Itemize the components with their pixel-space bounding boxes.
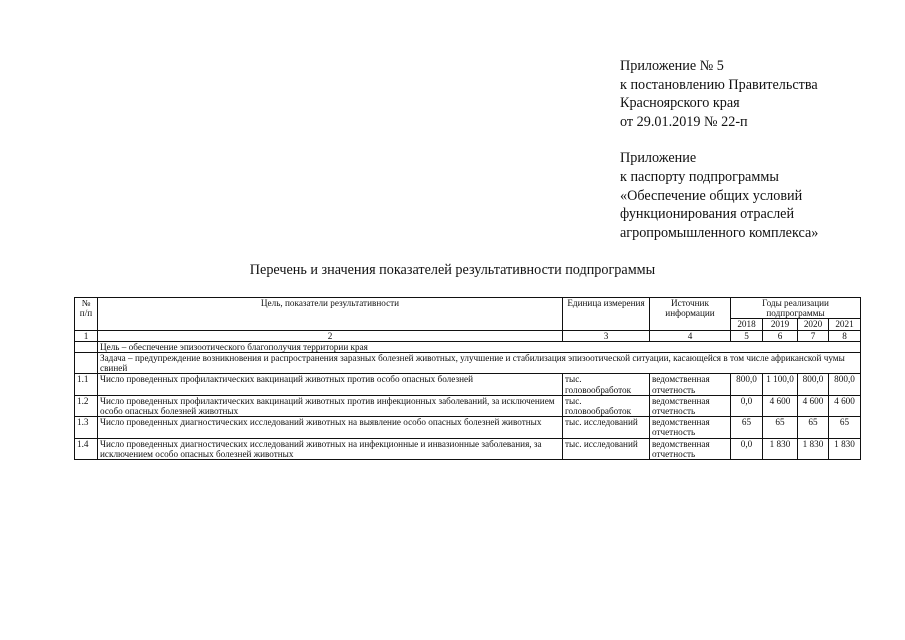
row-value-2021: 1 830 (829, 438, 861, 459)
appendix-line: Приложение (620, 150, 697, 167)
column-number: 4 (650, 330, 731, 341)
goal-row (75, 341, 861, 352)
header-row (75, 298, 861, 319)
row-value-2019: 1 830 (763, 438, 798, 459)
row-value-2018: 0,0 (731, 395, 763, 416)
appendix-line: «Обеспечение общих условий (620, 187, 803, 204)
appendix-line: агропромышленного комплекса» (620, 224, 819, 241)
goal-text: Цель – обеспечение эпизоотического благополучия территории края (98, 341, 861, 352)
appendix-line: Приложение № 5 (620, 58, 724, 74)
row-source: ведомственная отчетность (650, 417, 731, 438)
table-row (75, 417, 861, 438)
column-number: 5 (731, 330, 763, 341)
row-num: 1.4 (75, 438, 98, 459)
row-source: ведомственная отчетность (650, 374, 731, 395)
row-value-2020: 65 (798, 417, 829, 438)
row-unit: тыс. головообработок (563, 395, 650, 416)
row-value-2021: 65 (829, 417, 861, 438)
indicators-table (74, 297, 861, 460)
row-value-2019: 4 600 (763, 395, 798, 416)
row-value-2019: 1 100,0 (763, 374, 798, 395)
header-source: Источник информации (650, 298, 731, 331)
row-num: 1.2 (75, 395, 98, 416)
row-unit: тыс. исследований (563, 438, 650, 459)
header-year: 2020 (798, 319, 829, 330)
row-value-2020: 1 830 (798, 438, 829, 459)
appendix-line: функционирования отраслей (620, 206, 795, 223)
row-name: Число проведенных диагностических исследований животных на инфекционные и инвазионные заболевания, за исключением особо опасных болезней животных (98, 438, 563, 459)
row-value-2020: 800,0 (798, 374, 829, 395)
appendix-line: к паспорту подпрограммы (620, 168, 779, 185)
column-number: 2 (98, 330, 563, 341)
row-value-2018: 800,0 (731, 374, 763, 395)
appendix-line: к постановлению Правительства (620, 76, 818, 93)
task-text: Задача – предупреждение возникновения и распространения заразных болезней животных, улучшение и стабилизация эпизоотической ситуации, касающейся в том числе африканской чумы свиней (98, 353, 861, 374)
row-num: 1.3 (75, 417, 98, 438)
appendix-line: Красноярского края (620, 95, 740, 112)
row-unit: тыс. исследований (563, 417, 650, 438)
appendix-block (620, 57, 890, 242)
row-num: 1.1 (75, 374, 98, 395)
row-value-2021: 800,0 (829, 374, 861, 395)
row-name: Число проведенных профилактических вакцинаций животных против особо опасных болезней (98, 374, 563, 395)
row-value-2018: 0,0 (731, 438, 763, 459)
header-year: 2018 (731, 319, 763, 330)
row-value-2018: 65 (731, 417, 763, 438)
task-row (75, 353, 861, 374)
column-number: 7 (798, 330, 829, 341)
header-years-group: Годы реализации подпрограммы (731, 298, 861, 319)
header-year: 2019 (763, 319, 798, 330)
row-source: ведомственная отчетность (650, 438, 731, 459)
row-name: Число проведенных диагностических исследований животных на выявление особо опасных болезней животных (98, 417, 563, 438)
table-row (75, 395, 861, 416)
row-value-2020: 4 600 (798, 395, 829, 416)
row-value-2019: 65 (763, 417, 798, 438)
header-num: № п/п (75, 298, 98, 331)
header-year: 2021 (829, 319, 861, 330)
row-name: Число проведенных профилактических вакцинаций животных против инфекционных заболеваний, за исключением особо опасных болезней животных (98, 395, 563, 416)
row-unit: тыс. головообработок (563, 374, 650, 395)
document-title: Перечень и значения показателей результативности подпрограммы (249, 262, 656, 278)
row-value-2021: 4 600 (829, 395, 861, 416)
header-goal: Цель, показатели результативности (98, 298, 563, 331)
column-number: 8 (829, 330, 861, 341)
row-source: ведомственная отчетность (650, 395, 731, 416)
appendix-line: от 29.01.2019 № 22-п (620, 113, 748, 130)
table-row (75, 374, 861, 395)
table-row (75, 438, 861, 459)
header-unit: Единица измерения (563, 298, 650, 331)
column-number: 6 (763, 330, 798, 341)
column-number: 1 (75, 330, 98, 341)
column-number: 3 (563, 330, 650, 341)
column-numbers-row (75, 330, 861, 341)
